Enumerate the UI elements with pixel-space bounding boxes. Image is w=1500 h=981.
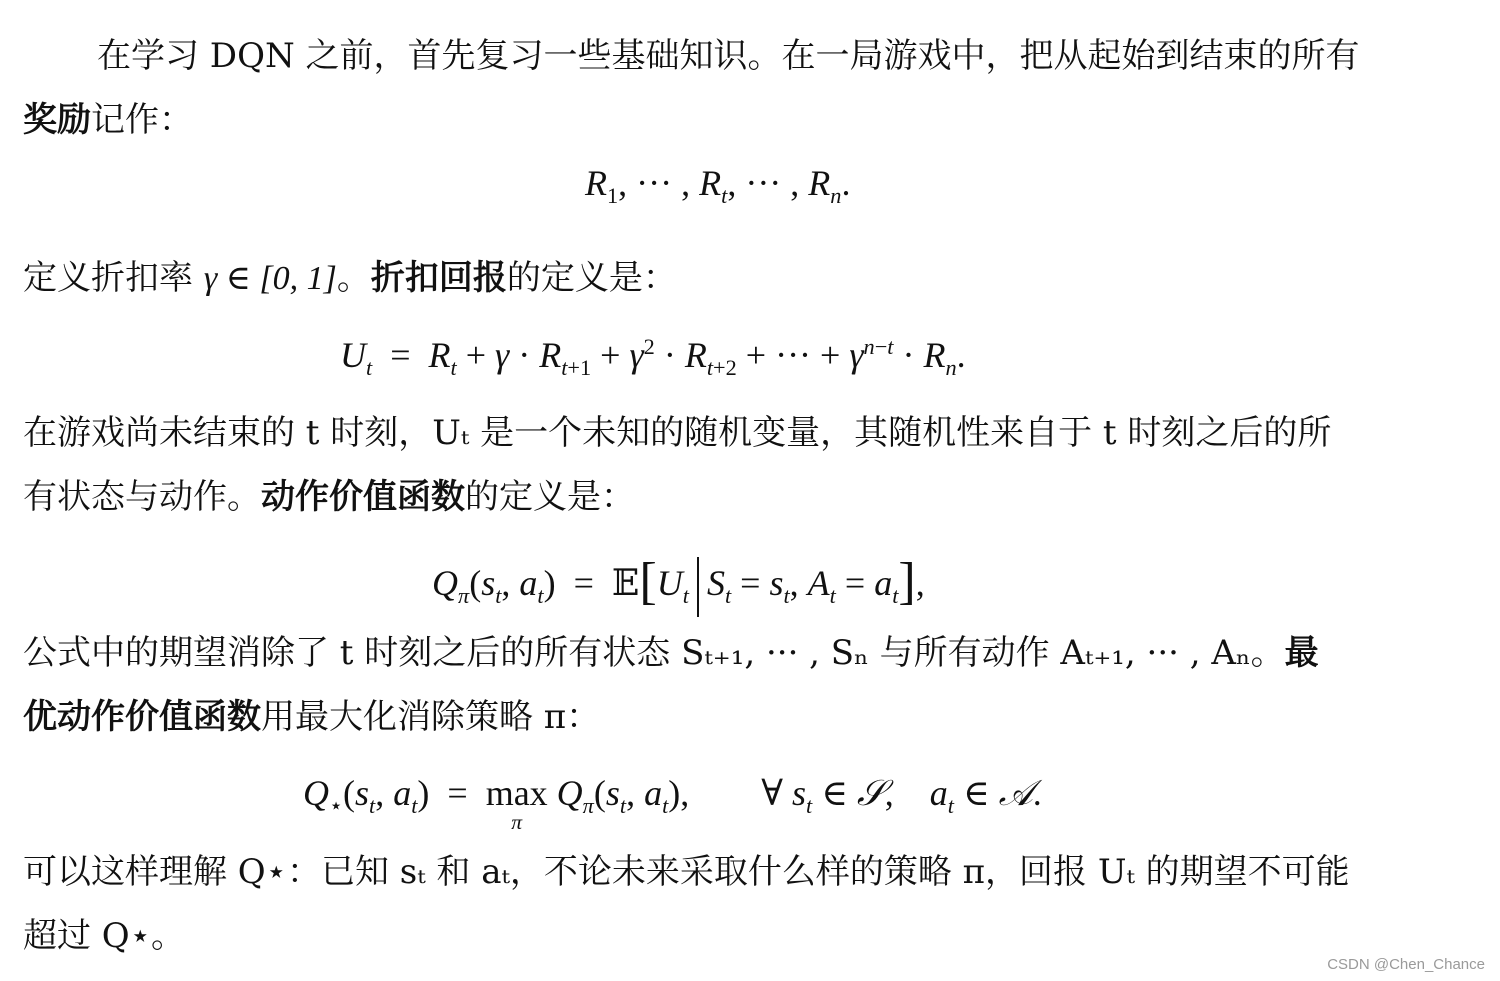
- term-reward: 奖励: [23, 100, 91, 140]
- para4-line2: [23, 697, 600, 737]
- term-action-value-function: 动作价值函数: [261, 477, 465, 517]
- para3-line2-post: 的定义是：: [465, 477, 635, 517]
- term-optimal-action-value-function: 优动作价值函数: [23, 697, 261, 737]
- term-optimal-start: 最: [1284, 633, 1319, 673]
- para1-line1: 在学习 DQN 之前，首先复习一些基础知识。在一局游戏中，把从起始到结束的所有: [97, 36, 1360, 76]
- para2-post: 的定义是：: [506, 258, 677, 298]
- para1-line2-text: 记作：: [91, 100, 193, 140]
- para3-line1: 在游戏尚未结束的 t 时刻，Uₜ 是一个未知的随机变量，其随机性来自于 t 时刻之后的所: [23, 413, 1332, 453]
- para3-line2: [23, 477, 635, 517]
- para4-line1: [23, 633, 1319, 673]
- para4-line2-post: 用最大化消除策略 π：: [261, 697, 601, 737]
- watermark: CSDN @Chen_Chance: [1327, 956, 1485, 973]
- para3-line2-pre: 有状态与动作。: [23, 477, 261, 517]
- para5-line1: 可以这样理解 Q⋆：已知 sₜ 和 aₜ，不论未来采取什么样的策略 π，回报 Uₜ 的期望不可能: [23, 852, 1350, 892]
- para2-pre: 定义折扣率: [23, 258, 193, 298]
- para2-line: [23, 258, 677, 299]
- para4-line1-text: 公式中的期望消除了 t 时刻之后的所有状态 Sₜ₊₁, ··· , Sₙ 与所有动作 Aₜ₊₁, ··· , Aₙ。: [23, 633, 1285, 673]
- equation-discounted-return: $U_t = R_t + \gamma \cdot R_{t+1} + \gamma^2 \cdot R_{t+2}$ + ··· + $\gamma^{n-t} \cdot R_n$.: [340, 334, 966, 381]
- equation-rewards: $R_1$, ··· , $R_t$, ··· , $R_n$.: [585, 163, 851, 209]
- term-discounted-return: 折扣回报: [370, 258, 507, 298]
- para5-line2: 超过 Q⋆。: [23, 916, 185, 956]
- para1-line2: [23, 100, 193, 140]
- para2-mid: 。: [336, 258, 371, 298]
- equation-action-value: $Q_\pi(s_t$, $a_t$) = $𝔼[U_t$ $S_t = s_t$, $A_t = a_t$],: [432, 548, 925, 617]
- gamma-range: γ ∈ [0, 1]: [203, 260, 337, 297]
- equation-optimal-action-value: $Q_⋆(s_t$, $a_t) = \max$ π $Q_\pi(s_t$, $a_t$), ∀ $s_t$ ∈ 𝒮, $a_t$ ∈ 𝒜.: [303, 773, 1042, 834]
